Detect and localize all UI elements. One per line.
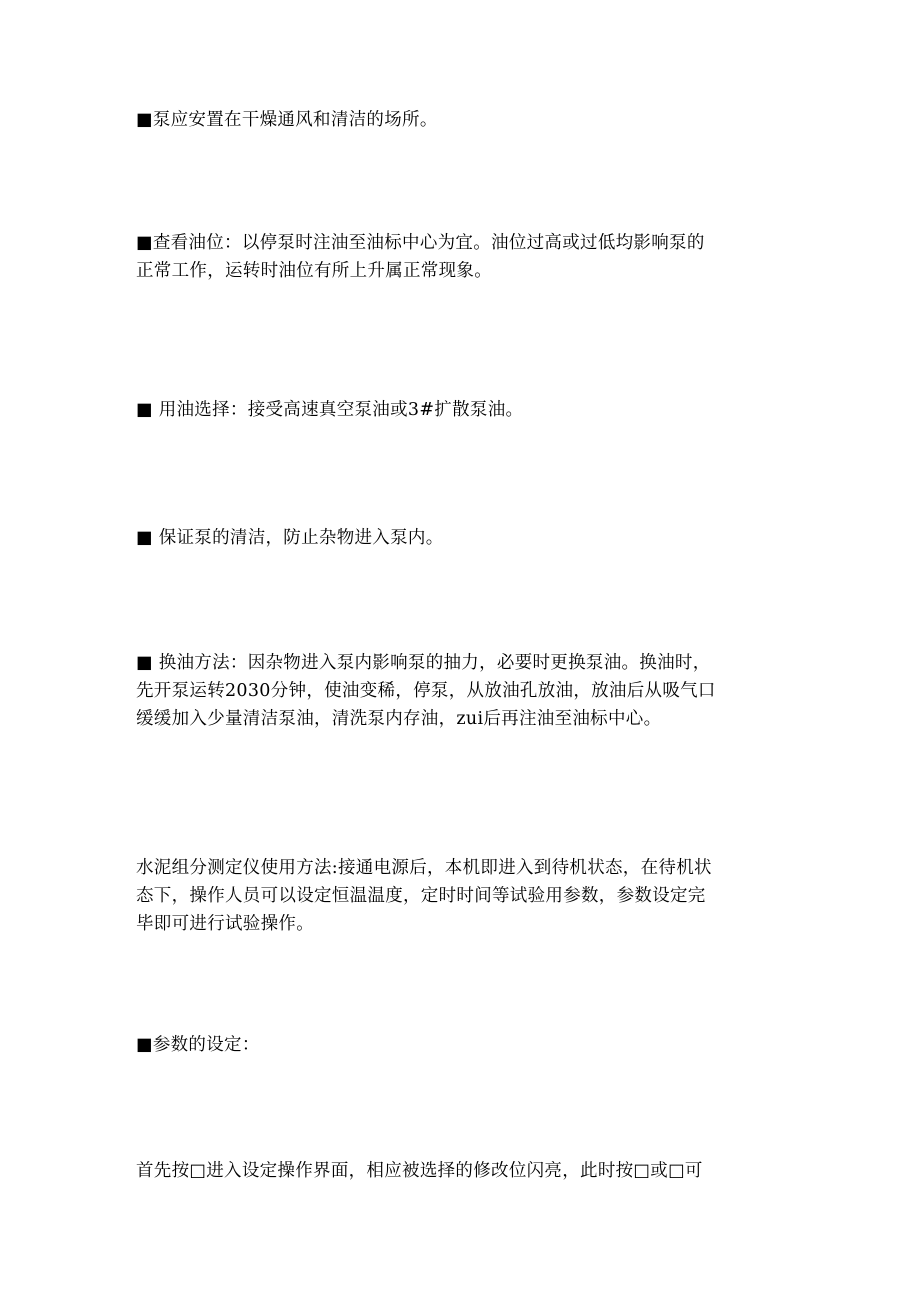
- paragraph-setting-procedure: [136, 1157, 796, 1185]
- text-line: 水泥组分测定仪使用方法:接通电源后，本机即进入到待机状态，在待机状: [136, 858, 712, 878]
- paragraph-pump-placement: [136, 106, 796, 134]
- paragraph-usage-method: [136, 854, 796, 938]
- paragraph-pump-cleanliness: [136, 524, 796, 552]
- paragraph-oil-change-method: [136, 649, 796, 733]
- text-line: ■ 保证泵的清洁，防止杂物进入泵内。: [136, 528, 444, 548]
- text-line: ■ 换油方法：因杂物进入泵内影响泵的抽力，必要时更换泵油。换油时，: [136, 653, 711, 673]
- paragraph-check-oil-level: [136, 229, 796, 285]
- paragraph-parameter-settings: [136, 1031, 796, 1059]
- text-line: 先开泵运转2030分钟，使油变稀，停泵，从放油孔放油，放油后从吸气口: [136, 681, 716, 701]
- text-line: ■查看油位：以停泵时注油至油标中心为宜。油位过高或过低均影响泵的: [136, 233, 705, 253]
- paragraph-oil-selection: [136, 396, 796, 424]
- text-line: ■参数的设定：: [136, 1035, 260, 1055]
- text-line: 缓缓加入少量清洁泵油，清洗泵内存油，zui后再注油至油标中心。: [136, 709, 662, 729]
- text-line: 正常工作，运转时油位有所上升属正常现象。: [136, 261, 492, 281]
- text-line: 态下，操作人员可以设定恒温温度，定时时间等试验用参数，参数设定完: [136, 886, 706, 906]
- text-line: ■泵应安置在干燥通风和清洁的场所。: [136, 110, 438, 130]
- text-line: 毕即可进行试验操作。: [136, 914, 314, 934]
- text-line: 首先按□进入设定操作界面，相应被选择的修改位闪亮，此时按□或□可: [136, 1161, 703, 1181]
- text-line: ■ 用油选择：接受高速真空泵油或3#扩散泵油。: [136, 400, 524, 420]
